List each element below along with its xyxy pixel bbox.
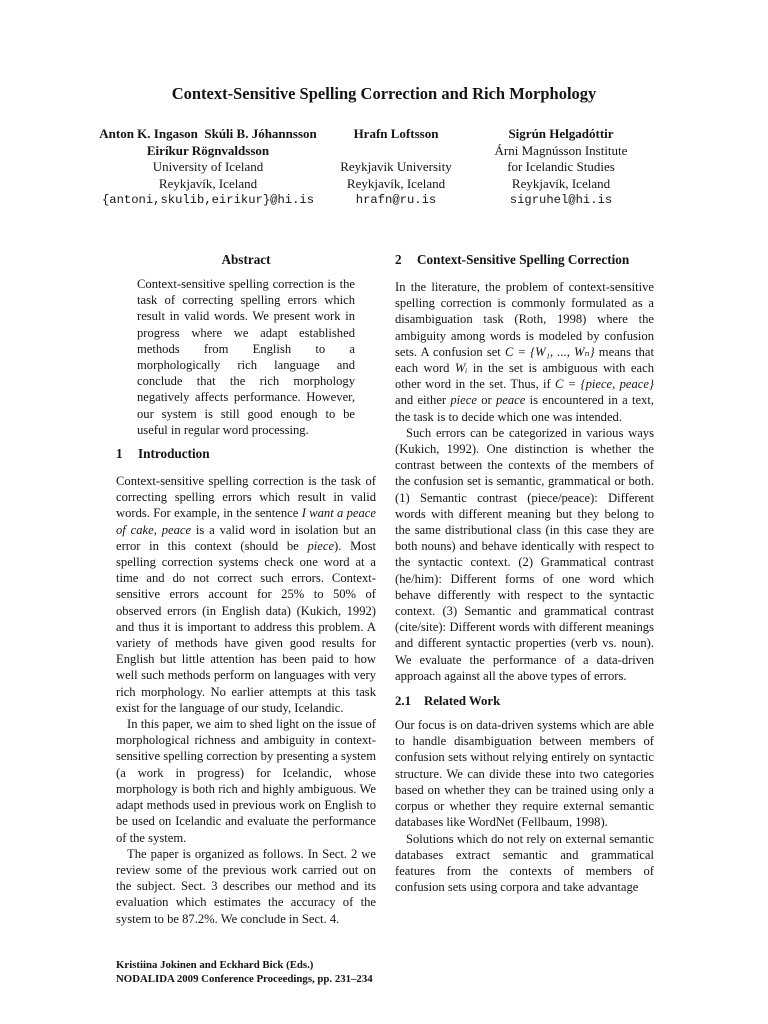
right-column: [395, 252, 654, 895]
math-confusion-set: C = {W₁, ..., Wₙ}: [504, 344, 595, 359]
section2-paragraph-2: Such errors can be categorized in various ways (Kukich, 1992). One distinction is whether the contrast between the contexts of the members of the confusion set is semantic, grammatical or both. (1) Semantic contrast (piece/peace): Different words with different meaning but they belong to the same distributional class (in this case they are both nouns) and behave identically with respect to the syntactic context. (2) Grammatical contrast (he/him): Different forms of one word which behave differently with respect to the syntactic context. (3) Semantic and grammatical contrast (cite/site): Different words with different meanings and different syntactic properties (verb vs. noun). We evaluate the performance of a data-driven approach against all the above types of errors.: [395, 425, 654, 683]
editors-line: Kristiina Jokinen and Eckhard Bick (Eds.): [116, 959, 314, 971]
author-names: Hrafn Loftsson: [353, 126, 439, 141]
author-group-2: [330, 126, 462, 209]
subsection-title: Related Work: [424, 694, 501, 709]
email: {antoni,skulib,eirikur}@hi.is: [101, 193, 315, 208]
abstract-text: Context-sensitive spelling correction is the task of correcting spelling errors which result in valid words. We present work in progress where we adapt established methods from English to a morphologically rich language and conclude that the rich morphology negatively affects performance. However, our system is still good enough to be useful in regular word processing.: [137, 277, 355, 437]
section-number: 1: [116, 446, 123, 462]
left-column: [116, 252, 376, 927]
subsection-number: 2.1: [395, 694, 411, 709]
intro-paragraph-3: The paper is organized as follows. In Sect. 2 we review some of the previous work carried out on the subject. Sect. 3 describes our method and its evaluation which estimates the accuracy of the system to be 87.2%. We conclude in Sect. 4.: [116, 846, 376, 926]
italic-word: peace: [495, 393, 526, 408]
section-heading-2: [395, 252, 654, 268]
section21-paragraph-1: Our focus is on data-driven systems which are able to handle disambiguation between members of confusion sets without relying entirely on syntactic structure. We can divide these into two categories based on whether they can be trained using only a corpus or whether they require external semantic databases like WordNet (Fellbaum, 1998).: [395, 718, 654, 830]
affiliation-line2: for Icelandic Studies: [507, 159, 615, 175]
location: Reykjavík, Iceland: [158, 175, 258, 191]
email: hrafn@ru.is: [355, 193, 437, 208]
italic-word: piece: [307, 538, 335, 553]
author-names: Anton K. Ingason Skúli B. Jóhannsson: [99, 126, 317, 141]
section2-paragraph-1: In the literature, the problem of context-sensitive spelling correction is commonly formulated as a disambiguation task (Roth, 1998) where the ambiguity among words is modeled by confusion sets. A confusion set C = {W₁, ..., Wₙ} means that each word Wᵢ in the set is ambiguous with each other word in the set. Thus, if C = {piece, peace} and either piece or peace is encountered in a text, the task is to decide which one was intended.: [395, 280, 654, 424]
author-group-3: [478, 126, 644, 209]
math-example-set: C = {piece, peace}: [555, 377, 654, 392]
subsection-heading-2-1: [395, 694, 654, 709]
section-title: Introduction: [138, 446, 210, 462]
italic-example: I want a peace of cake: [116, 506, 376, 537]
author-group-1: [84, 126, 332, 209]
italic-word: peace: [161, 522, 192, 537]
intro-paragraph-1: Context-sensitive spelling correction is the task of correcting spelling errors which result in valid words. For example, in the sentence I want a peace of cake, peace is a valid word in isolation but an error in this context (should be piece). Most spelling correction systems check one word at a time and do not correct such errors. Context-sensitive errors account for 25% to 50% of observed errors (in English data) (Kukich, 1992) and thus it is important to address this problem. A variety of methods have given good results for English but little attention has been paid to how well such methods perform on languages with very rich morphology. No earlier attempts at this task exist for the language of our study, Icelandic.: [116, 474, 376, 715]
intro-paragraph-2: In this paper, we aim to shed light on the issue of morphological richness and ambiguity in context-sensitive spelling correction by presenting a system (a work in progress) for Icelandic, whose morphology is both rich and highly ambiguous. We adapt methods used in previous work on English to be used on Icelandic and evaluate the performance of the system.: [116, 717, 376, 845]
paper-title: Context-Sensitive Spelling Correction and Rich Morphology: [171, 84, 597, 103]
location: Reykjavík, Iceland: [346, 175, 446, 191]
proceedings-line: NODALIDA 2009 Conference Proceedings, pp. 231–234: [116, 973, 373, 985]
affiliation: Árni Magnússon Institute: [494, 142, 628, 158]
location: Reykjavík, Iceland: [511, 175, 611, 191]
italic-word: piece: [450, 393, 477, 408]
section-number: 2: [395, 252, 402, 267]
math-word: Wᵢ: [454, 361, 468, 376]
section-heading-introduction: [116, 446, 376, 462]
proceedings-footer: [116, 958, 373, 986]
author-names: Sigrún Helgadóttir: [508, 126, 614, 141]
abstract-heading: Abstract: [221, 252, 271, 267]
affiliation: University of Iceland: [152, 159, 264, 175]
section21-paragraph-2: Solutions which do not rely on external semantic databases extract semantic and grammatical features from the contexts of members of confusion sets using corpora and take advantage: [395, 831, 654, 895]
author-names-line2: Eiríkur Rögnvaldsson: [146, 142, 270, 158]
email: sigruhel@hi.is: [509, 193, 613, 208]
affiliation: Reykjavik University: [340, 159, 452, 175]
section-title: Context-Sensitive Spelling Correction: [417, 252, 630, 267]
